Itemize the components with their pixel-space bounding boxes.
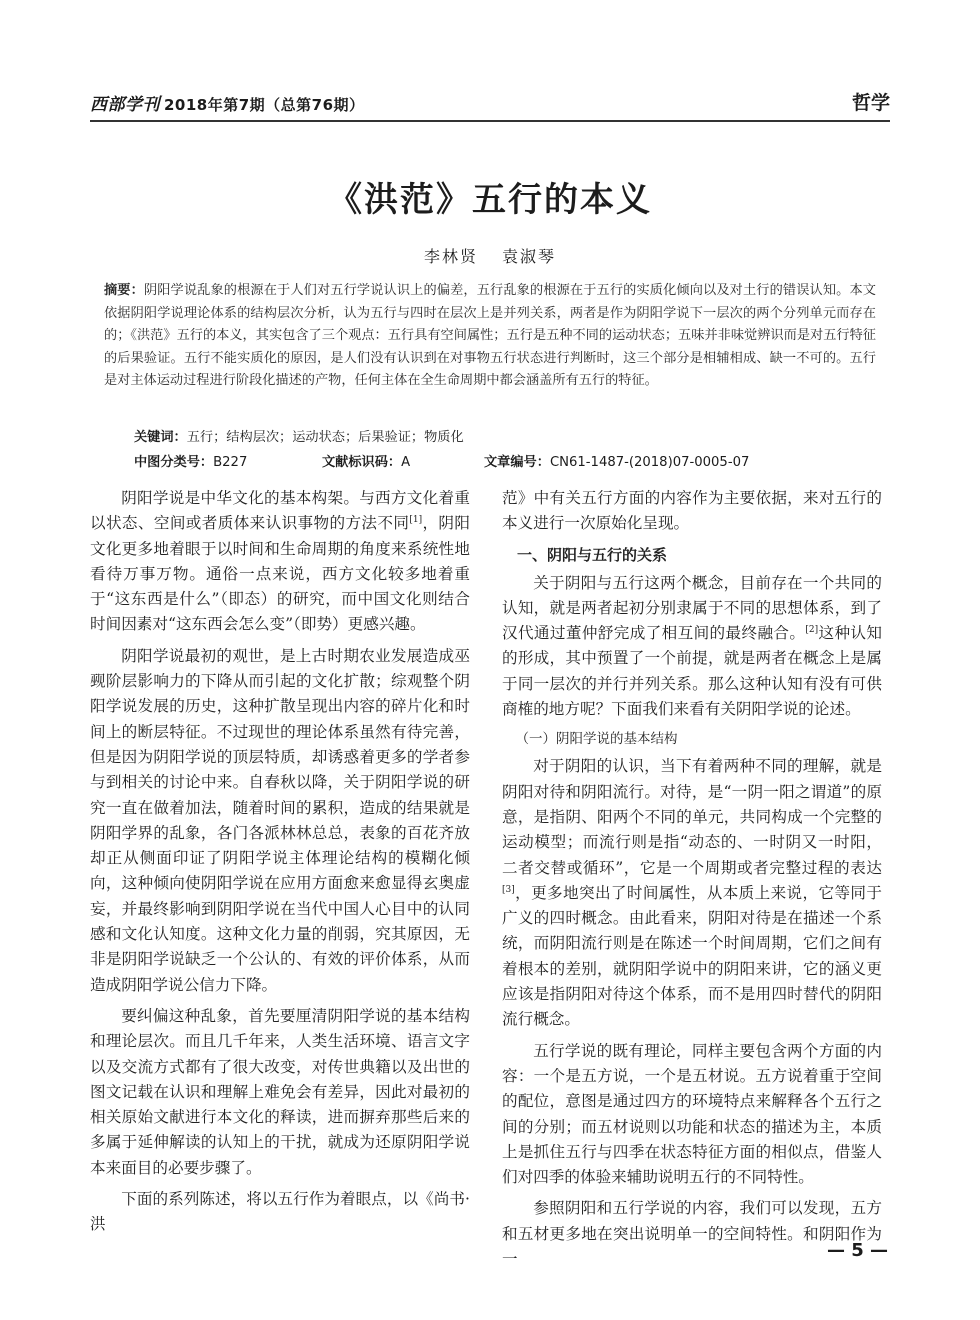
citation-ref[interactable]: [3] <box>502 884 515 895</box>
authors <box>0 244 980 267</box>
page-number: — 5 — <box>826 1240 888 1261</box>
abstract-text: 阴阳学说乱象的根源在于人们对五行学说认识上的偏差，五行乱象的根源在于五行的实质化倾向以及对土行的错误认知。本文依据阴阳学说理论体系的结构层次分析，认为五行与四时在层次上是并列关系，两者是作为阴阳学说下一层次的两个分列单元而存在的；《洪范》五行的本义，其实包含了三个观点：五行具有空间属性；五行是五种不同的运动状态；五味并非味觉辨识而是对五行特征的后果验证。五行不能实质化的原因，是人们没有认识到在对事物五行状态进行判断时，这三个部分是相辅相成、缺一不可的。五行是对主体运动过程进行阶段化描述的产物，任何主体在全生命周期中都会涵盖所有五行的特征。 <box>104 283 876 389</box>
art-label: 文章编号： <box>484 455 550 470</box>
abstract <box>104 280 876 393</box>
doc-code <box>322 451 410 470</box>
running-header <box>90 88 890 116</box>
paragraph: 关于阴阳与五行这两个概念，目前存在一个共同的认知，就是两者起初分别隶属于不同的思想体系，到了汉代通过董仲舒完成了相互间的最终融合。[2]这种认知的形成，其中预置了一个前提，就是两者在概念上是属于同一层次的并行并列关系。那么这种认知有没有可供商榷的地方呢？下面我们来看有关阴阳学说的论述。 <box>502 573 882 719</box>
clc-number <box>134 451 247 470</box>
doc-value: A <box>401 455 411 470</box>
issue-info: 2018年第7期（总第76期） <box>164 96 365 114</box>
paragraph: 阴阳学说是中华文化的基本构架。与西方文化着重以状态、空间或者质体来认识事物的方法不同[1]，阴阳文化更多地着眼于以时间和生命周期的角度来系统性地看待万事万物。通俗一点来说，西方文化较多地着重于“这东西是什么”（即态）的研究，而中国文化则结合时间因素对“这东西会怎么变”（即势）更感兴趣。 <box>90 489 470 634</box>
abstract-label: 摘要： <box>104 283 144 298</box>
paragraph: 要纠偏这种乱象，首先要厘清阴阳学说的基本结构和理论层次。而且几千年来，人类生活环境、语言文字以及交流方式都有了很大改变，对传世典籍以及出世的图文记载在认识和理解上难免会有差异，因此对最初的相关原始文献进行本文化的释读，进而摒弃那些后来的多属于延伸解读的认知上的干扰，就成为还原阴阳学说本来面目的必要步骤了。 <box>90 1006 470 1177</box>
keywords-label: 关键词： <box>134 430 187 445</box>
header-rule <box>90 120 890 122</box>
clc-label: 中图分类号： <box>134 455 214 470</box>
subsection-heading: （一）阴阳学说的基本结构 <box>515 731 678 748</box>
paragraph: 下面的系列陈述，将以五行作为着眼点，以《尚书·洪 <box>90 1190 470 1234</box>
citation-ref[interactable]: [1] <box>409 515 423 526</box>
section-label: 哲学 <box>851 92 890 114</box>
paragraph: 阴阳学说最初的观世，是上古时期农业发展造成巫觋阶层影响力的下降从而引起的文化扩散；综观整个阴阳学说发展的历史，这种扩散呈现出内容的碎片化和时间上的断层特征。不过现世的理论体系虽然有待完善，但是因为阴阳学说的顶层特质，却诱惑着更多的学者参与到相关的讨论中来。自春秋以降，关于阴阳学说的研究一直在做着加法，随着时间的累积，造成的结果就是阴阳学界的乱象，各门各派林林总总，表象的百花齐放却正从侧面印证了阴阳学说主体理论结构的模糊化倾向，这种倾向使阴阳学说在应用方面愈来愈显得玄奥虚妄，并最终影响到阴阳学说在当代中国人心目中的认同感和文化认知度。这种文化力量的削弱，究其原因，无非是阴阳学说缺乏一个公认的、有效的评价体系，从而造成阴阳学说公信力下降。 <box>90 646 470 994</box>
keywords <box>134 426 876 445</box>
author-1: 李林贤 <box>423 247 478 266</box>
paragraph: 参照阴阳和五行学说的内容，我们可以发现，五方和五材更多地在突出说明单一的空间特性。和阴阳作为一 <box>502 1199 882 1269</box>
paragraph: 范》中有关五行方面的内容作为主要依据，来对五行的本义进行一次原始化呈现。 <box>502 489 882 533</box>
art-value: CN61-1487-(2018)07-0005-07 <box>549 455 750 470</box>
author-2: 袁淑琴 <box>502 247 557 266</box>
clc-value: B227 <box>213 455 248 470</box>
body-left-column <box>90 486 470 1244</box>
body-right-column <box>502 486 882 1278</box>
article-number <box>484 451 749 470</box>
doc-label: 文献标识码： <box>322 455 402 470</box>
paragraph: 对于阴阳的认识，当下有着两种不同的理解，就是阴阳对待和阴阳流行。对待，是“一阴一阳之谓道”的原意，是指阴、阳两个不同的单元，共同构成一个完整的运动模型；而流行则是指“动态的、一时阴又一时阳，二者交替或循环”，它是一个周期或者完整过程的表达[3]，更多地突出了时间属性，从本质上来说，它等同于广义的四时概念。由此看来，阴阳对待是在描述一个系统，而阴阳流行则是在陈述一个时间周期，它们之间有着根本的差别，就阴阳学说中的阴阳来讲，它的涵义更应该是指阴阳对待这个体系，而不是用四时替代的阴阳流行概念。 <box>502 757 882 1029</box>
journal-issue <box>90 90 365 115</box>
section-heading: 一、阴阳与五行的关系 <box>517 545 668 564</box>
paragraph: 五行学说的既有理论，同样主要包含两个方面的内容：一个是五方说，一个是五材说。五方说着重于空间的配位，意图是通过四方的环境特点来解释各个五行之间的分别；而五材说则以功能和状态的描述为主，本质上是抓住五行与四季在状态特征方面的相似点，借鉴人们对四季的体验来辅助说明五行的不同特性。 <box>502 1041 882 1187</box>
citation-ref[interactable]: [2] <box>805 625 819 635</box>
article-title: 《洪范》五行的本义 <box>328 180 652 220</box>
keywords-text: 五行；结构层次；运动状态；后果验证；物质化 <box>186 430 464 445</box>
journal-logo: 西部学刊 <box>90 95 160 115</box>
